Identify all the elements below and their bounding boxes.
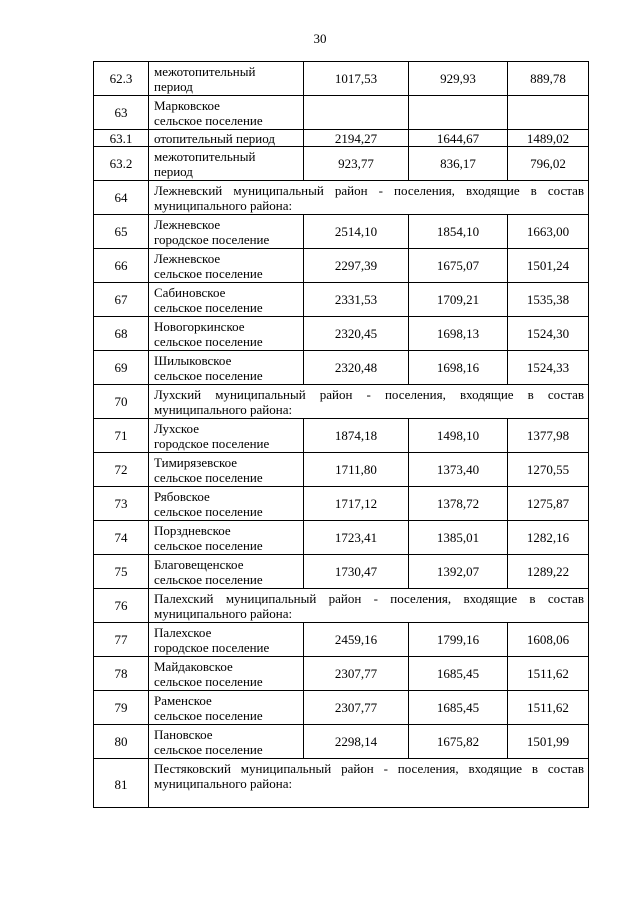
value-v1: 2459,16 [304, 623, 409, 657]
settlement-name [149, 249, 304, 283]
value-v1: 923,77 [304, 147, 409, 181]
row-number: 79 [94, 691, 149, 725]
settlement-name [149, 521, 304, 555]
settlement-name [149, 555, 304, 589]
value-v1: 2514,10 [304, 215, 409, 249]
settlement-name-line1: Лухское [154, 420, 199, 436]
settlement-name-line1: Порздневское [154, 522, 231, 538]
row-number: 71 [94, 419, 149, 453]
table-row [94, 691, 589, 725]
row-number: 76 [94, 589, 149, 623]
value-v3: 1270,55 [508, 453, 589, 487]
table-row [94, 96, 589, 130]
value-v1: 1711,80 [304, 453, 409, 487]
value-v3 [508, 96, 589, 130]
row-number: 62.3 [94, 62, 149, 96]
value-v2 [409, 96, 508, 130]
value-v1: 2320,48 [304, 351, 409, 385]
district-header-row [94, 385, 589, 419]
settlement-name [149, 623, 304, 657]
table-row [94, 283, 589, 317]
settlement-name-line1: межотопительный [154, 63, 256, 79]
value-v2: 1685,45 [409, 657, 508, 691]
row-number: 66 [94, 249, 149, 283]
value-v3: 1501,24 [508, 249, 589, 283]
settlement-name-line1: Шилыковское [154, 352, 232, 368]
district-title: Палехский муниципальный район - поселения, входящие в состав муниципального района: [149, 589, 589, 623]
settlement-name-line1: межотопительный [154, 148, 256, 164]
row-number: 80 [94, 725, 149, 759]
district-title: Лежневский муниципальный район - поселения, входящие в состав муниципального района: [149, 181, 589, 215]
settlement-name-line2: сельское поселение [154, 112, 263, 128]
value-v3: 1524,33 [508, 351, 589, 385]
settlement-name-line1: Новогоркинское [154, 318, 245, 334]
settlement-name-line2: сельское поселение [154, 537, 263, 553]
table-row [94, 657, 589, 691]
value-v3: 1511,62 [508, 657, 589, 691]
value-v3: 1663,00 [508, 215, 589, 249]
settlement-name-line2: городское поселение [154, 231, 270, 247]
value-v1: 1723,41 [304, 521, 409, 555]
tariff-table [93, 61, 589, 808]
row-number: 77 [94, 623, 149, 657]
settlement-name-line2: сельское поселение [154, 571, 263, 587]
settlement-name [149, 453, 304, 487]
settlement-name-line1: Благовещенское [154, 556, 244, 572]
table-row [94, 623, 589, 657]
settlement-name-line2: сельское поселение [154, 469, 263, 485]
district-title: Пестяковский муниципальный район - поселения, входящие в состав муниципального района: [149, 759, 589, 808]
settlement-name [149, 130, 304, 147]
settlement-name-line1: Майдаковское [154, 658, 233, 674]
row-number: 64 [94, 181, 149, 215]
value-v2: 1698,13 [409, 317, 508, 351]
row-number: 70 [94, 385, 149, 419]
row-number: 68 [94, 317, 149, 351]
value-v2: 1709,21 [409, 283, 508, 317]
table-row [94, 62, 589, 96]
value-v2: 1644,67 [409, 130, 508, 147]
settlement-name [149, 691, 304, 725]
table-row [94, 317, 589, 351]
value-v2: 1385,01 [409, 521, 508, 555]
value-v1: 2320,45 [304, 317, 409, 351]
district-header-row [94, 181, 589, 215]
settlement-name-line1: Раменское [154, 692, 212, 708]
row-number: 63.1 [94, 130, 149, 147]
settlement-name-line1: Лежневское [154, 216, 221, 232]
district-header-row [94, 589, 589, 623]
value-v2: 1373,40 [409, 453, 508, 487]
table-row [94, 130, 589, 147]
settlement-name-line1: Пановское [154, 726, 213, 742]
value-v2: 1378,72 [409, 487, 508, 521]
value-v2: 1675,82 [409, 725, 508, 759]
settlement-name-line2: сельское поселение [154, 299, 263, 315]
value-v3: 1275,87 [508, 487, 589, 521]
settlement-name-line2: городское поселение [154, 639, 270, 655]
value-v3: 1289,22 [508, 555, 589, 589]
settlement-name-line1: Палехское [154, 624, 212, 640]
settlement-name-line2: сельское поселение [154, 741, 263, 757]
value-v1: 2307,77 [304, 691, 409, 725]
table-row [94, 453, 589, 487]
table-row [94, 521, 589, 555]
table-row [94, 555, 589, 589]
settlement-name-line2: сельское поселение [154, 367, 263, 383]
value-v3: 1524,30 [508, 317, 589, 351]
settlement-name-line1: Сабиновское [154, 284, 226, 300]
settlement-name [149, 657, 304, 691]
row-number: 69 [94, 351, 149, 385]
settlement-name [149, 62, 304, 96]
district-header-row [94, 759, 589, 808]
page-number: 30 [313, 31, 327, 46]
value-v3: 796,02 [508, 147, 589, 181]
value-v2: 1698,16 [409, 351, 508, 385]
value-v1: 2307,77 [304, 657, 409, 691]
value-v2: 1685,45 [409, 691, 508, 725]
row-number: 75 [94, 555, 149, 589]
row-number: 63 [94, 96, 149, 130]
district-title: Лухский муниципальный район - поселения, входящие в состав муниципального района: [149, 385, 589, 419]
value-v3: 1608,06 [508, 623, 589, 657]
settlement-name-line2: период [154, 163, 193, 179]
value-v3: 1377,98 [508, 419, 589, 453]
table-row [94, 249, 589, 283]
settlement-name-line1: Тимирязевское [154, 454, 238, 470]
value-v1: 2298,14 [304, 725, 409, 759]
value-v3: 1501,99 [508, 725, 589, 759]
table-row [94, 725, 589, 759]
row-number: 81 [94, 759, 149, 808]
value-v1 [304, 96, 409, 130]
settlement-name-line2: сельское поселение [154, 707, 263, 723]
value-v1: 1717,12 [304, 487, 409, 521]
settlement-name [149, 725, 304, 759]
settlement-name-line1: Марковское [154, 97, 220, 113]
settlement-name [149, 317, 304, 351]
value-v2: 929,93 [409, 62, 508, 96]
value-v2: 1799,16 [409, 623, 508, 657]
table-row [94, 147, 589, 181]
table-row [94, 351, 589, 385]
table-row [94, 419, 589, 453]
settlement-name [149, 419, 304, 453]
value-v1: 2297,39 [304, 249, 409, 283]
settlement-name [149, 215, 304, 249]
row-number: 67 [94, 283, 149, 317]
value-v3: 1489,02 [508, 130, 589, 147]
settlement-name [149, 487, 304, 521]
row-number: 74 [94, 521, 149, 555]
value-v3: 1511,62 [508, 691, 589, 725]
row-number: 72 [94, 453, 149, 487]
value-v3: 1535,38 [508, 283, 589, 317]
settlement-name [149, 351, 304, 385]
settlement-name-line2: сельское поселение [154, 333, 263, 349]
settlement-name-line1: Рябовское [154, 488, 210, 504]
value-v1: 2331,53 [304, 283, 409, 317]
settlement-name-line2: сельское поселение [154, 503, 263, 519]
value-v2: 1392,07 [409, 555, 508, 589]
settlement-name-line2: сельское поселение [154, 265, 263, 281]
value-v3: 889,78 [508, 62, 589, 96]
value-v1: 1874,18 [304, 419, 409, 453]
settlement-name-line2: сельское поселение [154, 673, 263, 689]
table-row [94, 487, 589, 521]
settlement-name-line2: период [154, 78, 193, 94]
settlement-name [149, 96, 304, 130]
settlement-name-line1: отопительный период [154, 130, 275, 146]
row-number: 78 [94, 657, 149, 691]
settlement-name-line1: Лежневское [154, 250, 221, 266]
value-v1: 2194,27 [304, 130, 409, 147]
tariff-table-body [94, 62, 589, 808]
row-number: 63.2 [94, 147, 149, 181]
value-v1: 1730,47 [304, 555, 409, 589]
row-number: 65 [94, 215, 149, 249]
settlement-name [149, 147, 304, 181]
table-row [94, 215, 589, 249]
settlement-name [149, 283, 304, 317]
value-v1: 1017,53 [304, 62, 409, 96]
value-v2: 836,17 [409, 147, 508, 181]
row-number: 73 [94, 487, 149, 521]
value-v3: 1282,16 [508, 521, 589, 555]
value-v2: 1675,07 [409, 249, 508, 283]
value-v2: 1854,10 [409, 215, 508, 249]
value-v2: 1498,10 [409, 419, 508, 453]
settlement-name-line2: городское поселение [154, 435, 270, 451]
